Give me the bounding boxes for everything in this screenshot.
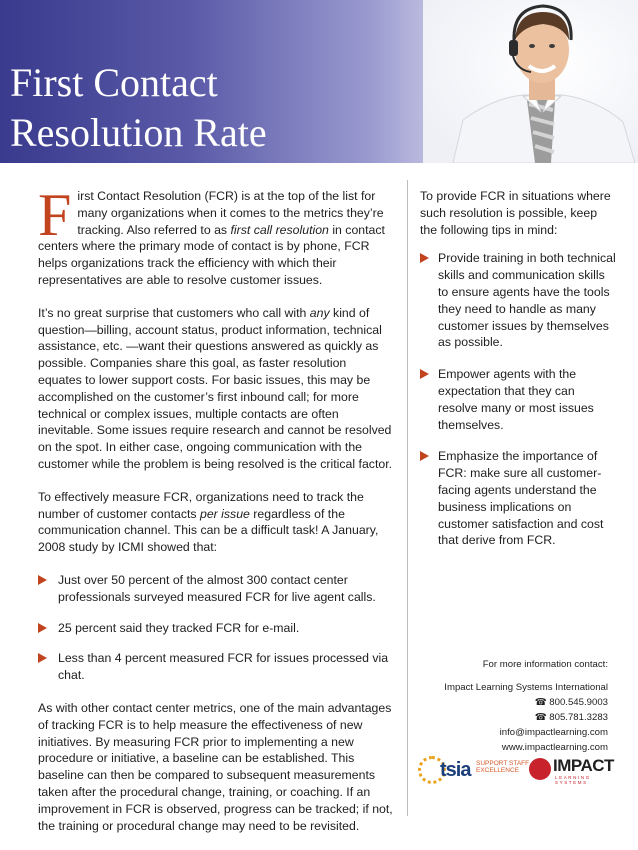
contact-info [408,657,608,755]
list-item [420,366,616,433]
phone-1: ☎ 800.545.9003 [534,697,608,708]
list-item [420,448,616,549]
bullet-arrow-icon [38,623,47,633]
title-line-2: Resolution Rate [10,110,267,155]
website-link[interactable]: www.impactlearning.com [501,742,608,753]
right-column [420,188,616,565]
drop-cap: F [38,182,72,248]
customers-paragraph [38,305,393,473]
list-item-text: Emphasize the importance of FCR: make sure all customer-facing agents understand the business implications on customer satisfaction and cost that derive from FCR. [438,449,604,548]
contact-heading: For more information contact: [482,659,608,670]
p3-text-b: regardless of the communication channel. This can be a difficult task! A January, 2008 study by ICMI showed that: [38,506,379,555]
tips-list [420,250,616,549]
intro-emphasis: first call resolution [230,222,329,237]
list-item-text: Less than 4 percent measured FCR for issues processed via chat. [58,651,389,683]
list-item-text: 25 percent said they tracked FCR for e-mail. [58,620,300,635]
list-item [38,620,393,637]
tips-intro: To provide FCR in situations where such resolution is possible, keep the following tips in mind: [420,189,611,237]
email-link[interactable]: info@impactlearning.com [499,727,608,738]
list-item [38,572,393,606]
intro-text-a: irst Contact Resolution (FCR) is at the top of the list for many organizations when it comes to the metrics they’re tracking. Also referred to as [77,189,384,237]
bullet-arrow-icon [420,451,429,461]
list-item [420,250,616,351]
intro-text-b: in contact centers where the primary mode of contact is by phone, FCR helps organizations track the efficiency with which their representatives are able to resolve customer issues. [38,222,385,287]
bullet-arrow-icon [420,369,429,379]
list-item-text: Provide training in both technical skills and communication skills to ensure agents have the tools they need to handle as many customer issues by themselves as possible. [438,251,616,350]
company-name: Impact Learning Systems International [444,682,608,693]
phone-2: ☎ 805.781.3283 [534,712,608,723]
bullet-arrow-icon [38,575,47,585]
p3-text-a: To effectively measure FCR, organizations need to track the number of customer contacts [38,489,364,521]
p2-text-a: It’s no great surprise that customers who call with [38,305,310,320]
title-line-1: First Contact [10,60,218,105]
impact-logo-icon [529,758,551,780]
advantages-paragraph: As with other contact center metrics, one of the main advantages of tracking FCR is to help measure the effectiveness of new initiatives. By measuring FCR prior to implementing a new procedure or initiative, a baseline can be established. This baseline can then be compared to subsequent measurements taken after the procedural change, training, or coaching. If an improvement in FCR is observed, progress can be tracked; if not, the training or procedural change may need to be revisited. [38,700,393,833]
impact-logo-text: IMPACT [553,756,614,775]
study-findings-list [38,572,393,684]
list-item-text: Empower agents with the expectation that they can resolve many or most issues themselves. [438,367,594,432]
p2-emphasis: any [309,305,330,320]
partner-logos [412,753,622,787]
call-center-agent-photo [423,0,638,163]
list-item-text: Just over 50 percent of the almost 300 contact center professionals surveyed measured FCR for live agent calls. [58,572,376,604]
tsia-tagline-line-1: SUPPORT STAFF [476,760,530,767]
bullet-arrow-icon [420,253,429,263]
header-banner [0,0,638,163]
tsia-tagline [476,760,529,774]
tsia-tagline-line-2: EXCELLENCE [476,767,519,774]
p2-text-b: kind of question—billing, account status, product information, technical assistance, etc. —want their questions answered as quickly as possible. Companies share this goal, as faster resolution equates to lower support costs. For basic issues, this may be accomplished on the customer’s first inbound call; for more technical or complex issues, multiple contacts are often inevitable. Some issues require research and cannot be resolved on the spot. In either case, ongoing communication with the customer while the problem is being resolved is the critical factor. [38,305,393,471]
list-item [38,650,393,684]
left-column [38,182,393,850]
page-title [10,58,267,158]
measure-paragraph [38,489,393,556]
bullet-arrow-icon [38,653,47,663]
intro-paragraph [38,182,393,289]
p3-emphasis: per issue [199,506,250,521]
impact-tagline: LEARNING SYSTEMS [555,775,591,785]
tsia-logo-text: tsia [440,759,471,781]
